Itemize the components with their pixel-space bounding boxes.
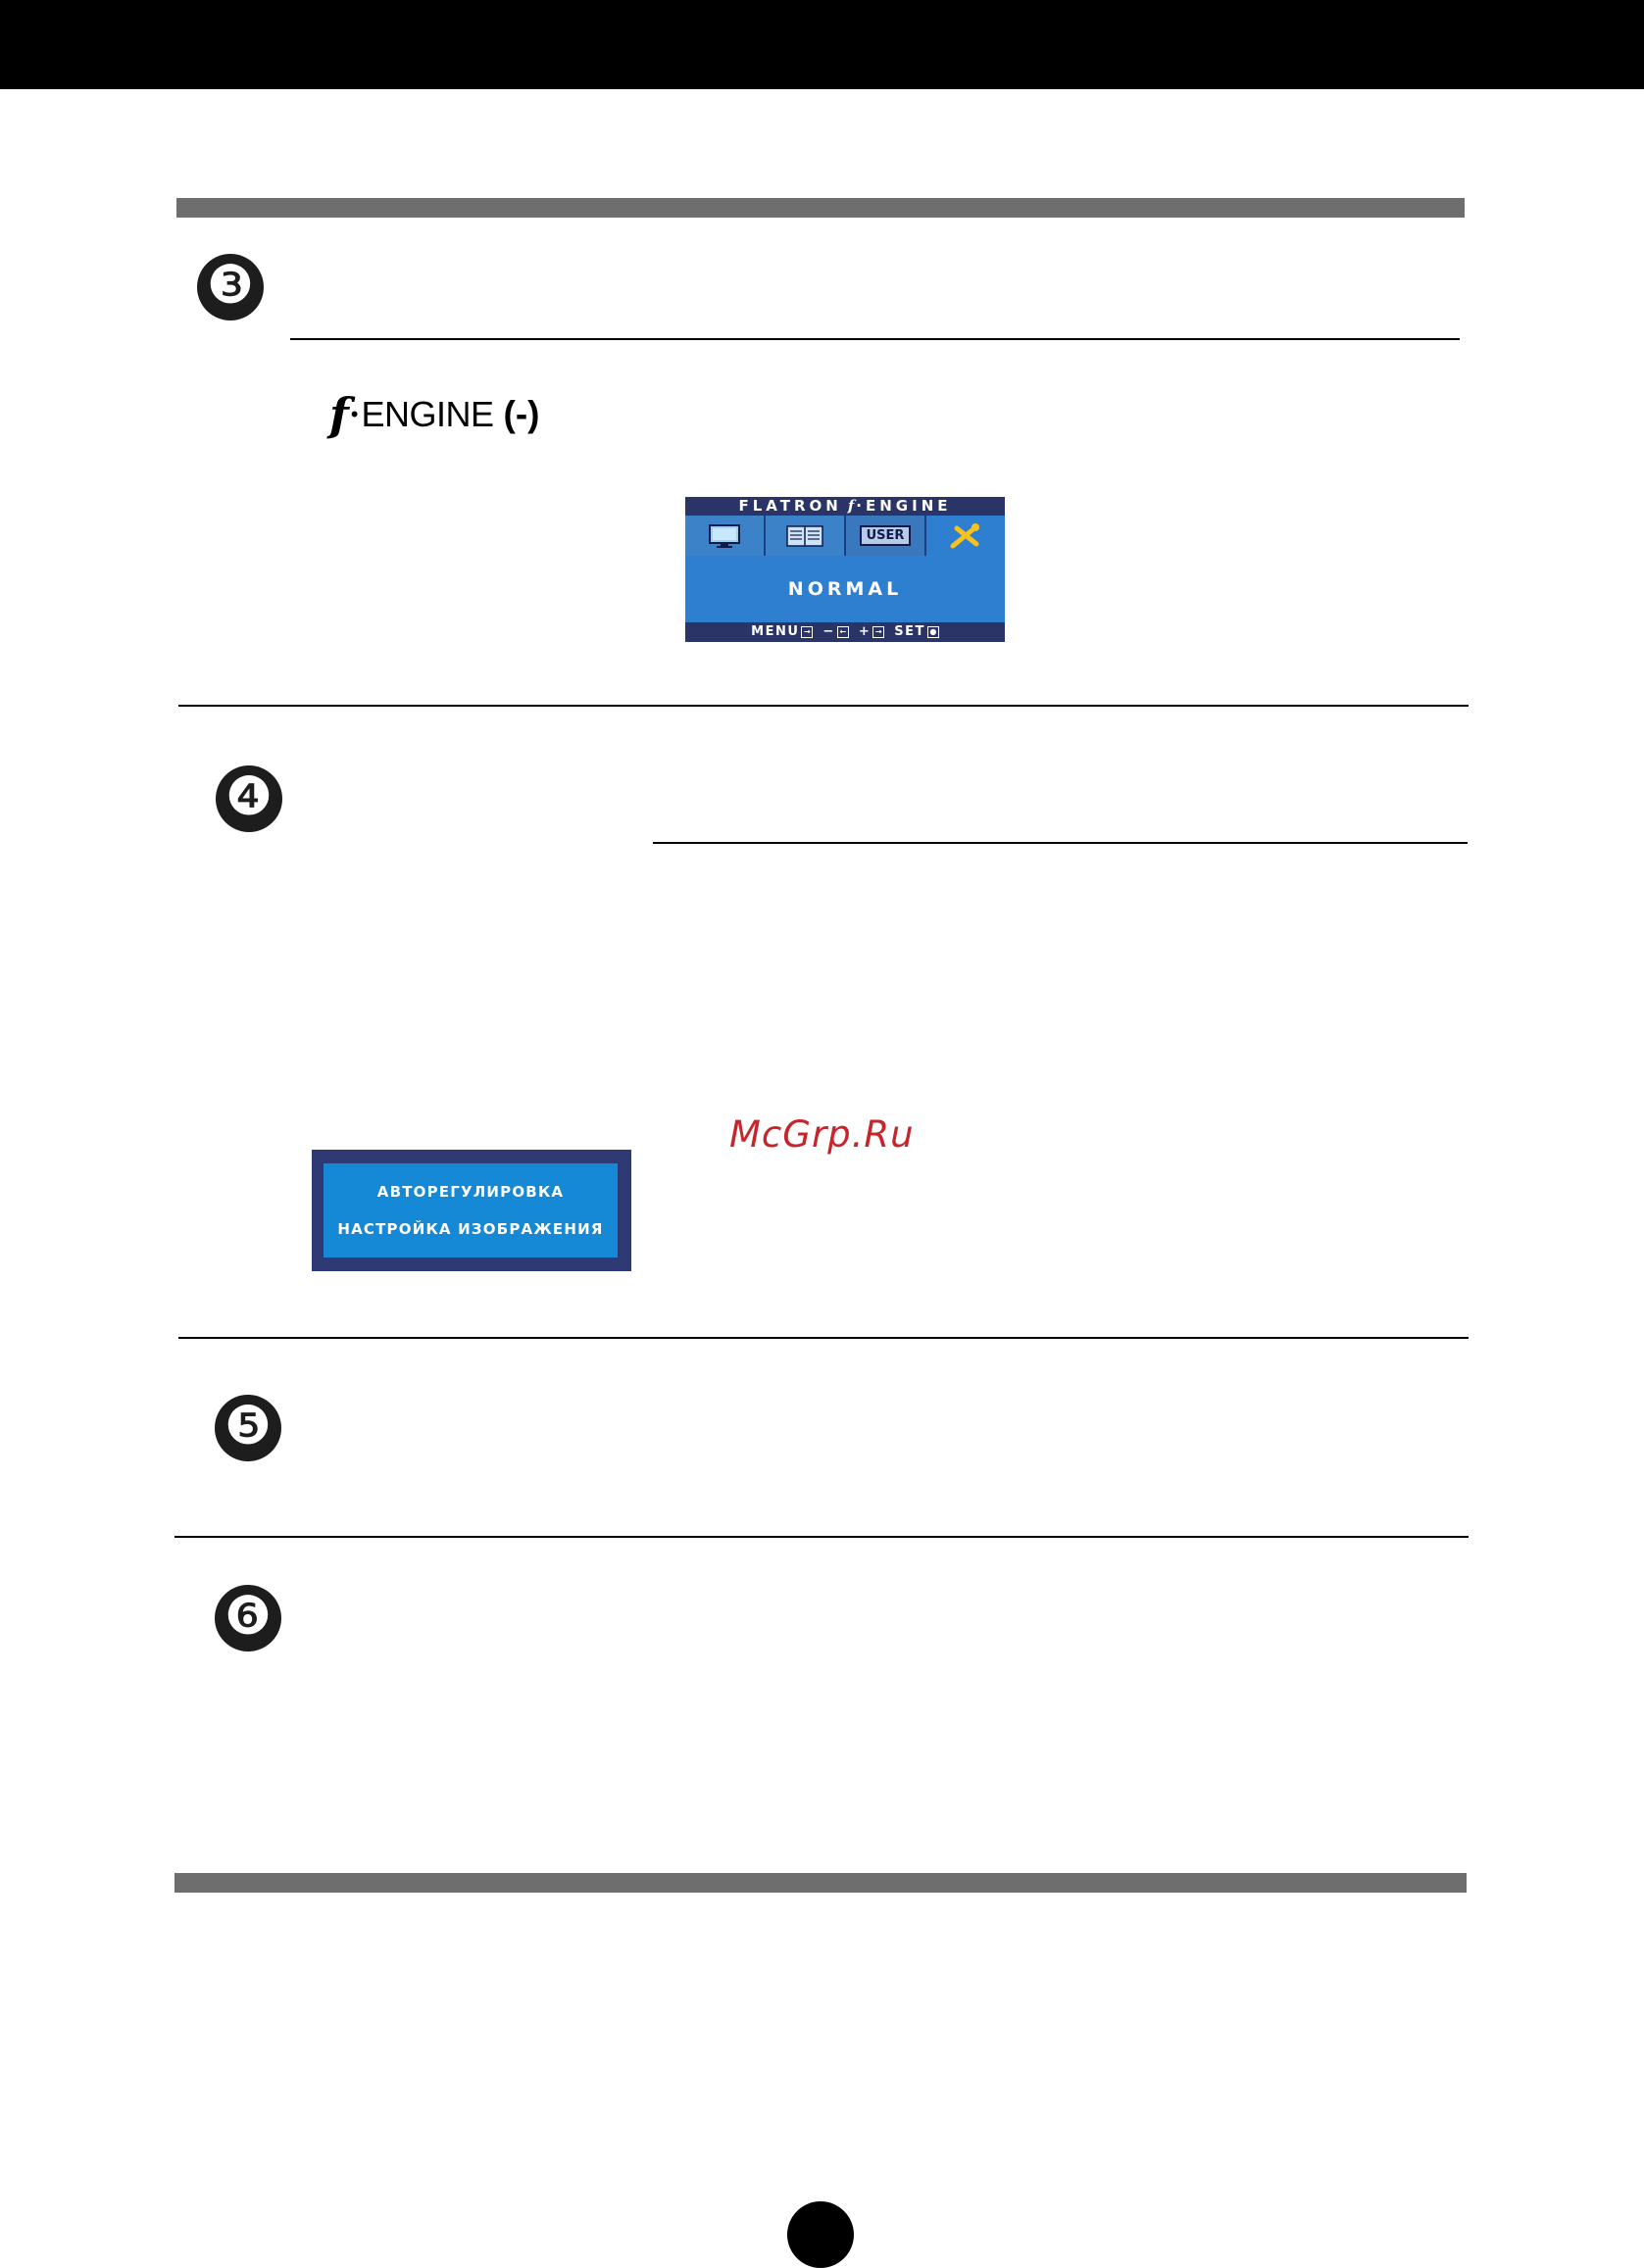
text-document-icon (785, 523, 824, 549)
fengine-button-label (329, 390, 540, 439)
osd-title-suffix: ·ENGINE (856, 497, 952, 515)
right-key-icon: → (872, 626, 884, 638)
hint-plus: + → (859, 622, 884, 642)
osd-tab-row (685, 516, 1005, 556)
auto-adjust-inner (324, 1163, 618, 1257)
osd-tab-tools[interactable] (926, 516, 1005, 556)
fengine-f-glyph: f (329, 388, 349, 441)
osd-mode-value: NORMAL (787, 578, 903, 600)
osd-tab-movie[interactable] (685, 516, 766, 556)
fengine-minus: (-) (503, 394, 540, 434)
osd-tab-text[interactable] (766, 516, 846, 556)
osd-title-f: f (847, 497, 855, 515)
hint-minus: − ← (822, 622, 848, 642)
fengine-word: ENGINE (361, 394, 494, 434)
section-top-divider (176, 198, 1465, 218)
section-bottom-divider (174, 1873, 1467, 1893)
monitor-icon (708, 523, 741, 549)
osd-hint-bar (685, 622, 1005, 642)
section-divider-1 (178, 705, 1469, 707)
step-3-marker: ❸ (197, 254, 264, 320)
user-chip: USER (860, 525, 912, 546)
step-5-marker: ❺ (215, 1395, 281, 1461)
step-6-marker: ❻ (215, 1585, 281, 1652)
auto-adjust-osd (312, 1150, 631, 1271)
section-divider-2 (178, 1337, 1469, 1339)
section-divider-3 (174, 1536, 1469, 1538)
osd-tab-user[interactable] (846, 516, 926, 556)
set-key-icon: ● (927, 626, 939, 638)
auto-adjust-line-1: АВТОРЕГУЛИРОВКА (376, 1183, 565, 1201)
osd-title-bar (685, 497, 1005, 516)
auto-adjust-line-2: НАСТРОЙКА ИЗОБРАЖЕНИЯ (337, 1220, 604, 1238)
osd-title-prefix: FLATRON (738, 497, 842, 515)
page-number-circle (787, 2201, 854, 2268)
fengine-dot: • (350, 402, 359, 426)
exit-key-icon: → (801, 626, 813, 638)
top-black-bar (0, 0, 1644, 89)
step-4-underline (653, 842, 1468, 844)
fengine-osd-menu (685, 497, 1005, 642)
watermark: McGrp.Ru (729, 1113, 915, 1156)
left-key-icon: ← (837, 626, 849, 638)
tools-icon (949, 522, 982, 550)
step-3-underline (290, 338, 1460, 340)
step-4-marker: ❹ (216, 765, 282, 832)
hint-set: SET ● (894, 622, 939, 642)
hint-menu: MENU → (751, 622, 813, 642)
